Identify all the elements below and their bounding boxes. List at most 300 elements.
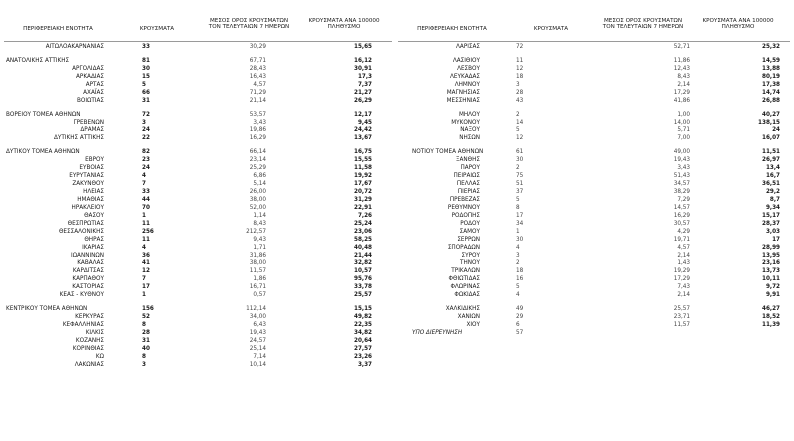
cases-cell: 49	[516, 306, 524, 313]
cases-cell: 4	[142, 173, 146, 180]
avg-cell: 38,29	[673, 189, 690, 195]
cases-cell: 4	[516, 292, 520, 299]
avg-cell: 2,14	[677, 292, 690, 299]
table-row	[4, 229, 392, 237]
avg-cell: 7,43	[677, 284, 690, 291]
per-cell: 20,64	[354, 337, 372, 344]
per-cell: 28,99	[762, 244, 780, 251]
per-cell: 25,57	[354, 292, 372, 299]
per-cell: 11,58	[354, 165, 372, 172]
region-cell: ΕΒΡΟΥ	[85, 157, 104, 164]
cases-cell: 2	[516, 260, 520, 267]
avg-cell: 31,86	[249, 252, 266, 259]
per-cell: 16,07	[762, 135, 780, 142]
region-cell: ΗΛΕΙΑΣ	[83, 189, 104, 195]
cases-cell: 29	[516, 314, 524, 321]
region-cell: ΑΝΑΤΟΛΙΚΗΣ ΑΤΤΙΚΗΣ	[6, 57, 70, 64]
region-cell: ΚΕΝΤΡΙΚΟΥ ΤΟΜΕΑ ΑΘΗΝΩΝ	[6, 306, 88, 313]
avg-cell: 3,43	[677, 165, 690, 172]
per-cell: 17,67	[354, 181, 372, 188]
per-cell: 40,48	[354, 244, 372, 251]
cases-cell: 82	[142, 149, 150, 156]
table-row	[4, 253, 392, 261]
table-row	[4, 98, 392, 106]
avg-cell: 24,57	[249, 337, 266, 344]
cases-cell: 11	[142, 236, 150, 243]
region-cell: ΡΟΔΟΠΗΣ	[451, 212, 480, 219]
table-row	[398, 292, 790, 300]
table-row	[4, 213, 392, 221]
per-cell: 14,74	[762, 89, 780, 96]
cases-cell: 30	[142, 65, 150, 72]
per-cell: 23,06	[354, 228, 372, 235]
cases-cell: 14	[516, 119, 524, 126]
per-cell: 17,3	[357, 73, 372, 80]
cases-cell: 15	[142, 73, 150, 80]
cases-cell: 3	[142, 361, 146, 368]
cases-cell: 37	[516, 189, 524, 195]
table-row	[398, 181, 790, 189]
cases-cell: 12	[516, 135, 524, 142]
region-cell: ΦΛΩΡΙΝΑΣ	[450, 284, 480, 291]
region-cell: ΜΥΚΟΝΟΥ	[451, 119, 480, 126]
table-row	[398, 253, 790, 261]
table-row	[4, 66, 392, 74]
avg-cell: 16,43	[249, 73, 266, 80]
per-cell: 13,95	[762, 252, 780, 259]
per-cell: 14,59	[762, 57, 780, 64]
avg-cell: 71,29	[249, 89, 266, 96]
per-cell: 36,51	[762, 181, 780, 188]
per-cell: 13,73	[762, 268, 780, 275]
region-cell: ΦΩΚΙΔΑΣ	[454, 292, 480, 299]
avg-cell: 2,14	[677, 252, 690, 259]
per-cell: 12,17	[354, 111, 372, 118]
per-cell: 18,52	[762, 314, 780, 321]
avg-cell: 3,43	[253, 119, 266, 126]
avg-cell: 53,57	[249, 111, 266, 118]
avg-cell: 30,57	[673, 220, 690, 227]
per-cell: 26,97	[762, 157, 780, 164]
avg-cell: 1,71	[253, 244, 266, 251]
avg-cell: 38,00	[249, 196, 266, 203]
region-cell: ΑΙΤΩΛΟΑΚΑΡΝΑΝΙΑΣ	[45, 44, 104, 50]
avg-cell: 112,14	[246, 306, 266, 313]
cases-cell: 41	[142, 260, 150, 267]
region-cell: ΠΙΕΡΙΑΣ	[457, 189, 480, 195]
table-row	[398, 245, 790, 253]
per-cell: 7,37	[357, 81, 372, 88]
per-cell: 16,75	[354, 149, 372, 156]
avg-cell: 66,14	[249, 149, 266, 156]
header-per: ΚΡΟΥΣΜΑΤΑ ΑΝΑ 100000 ΠΛΗΘΥΣΜΟ	[308, 18, 380, 31]
cases-cell: 17	[142, 284, 150, 291]
table-row	[4, 90, 392, 98]
per-cell: 22,35	[354, 322, 372, 328]
table-row	[398, 229, 790, 237]
per-cell: 25,24	[354, 220, 372, 227]
region-cell: ΚΑΡΔΙΤΣΑΣ	[72, 268, 104, 275]
avg-cell: 51,43	[673, 173, 690, 180]
region-cell: ΗΡΑΚΛΕΙΟΥ	[71, 204, 104, 211]
avg-cell: 11,57	[673, 322, 690, 328]
avg-cell: 14,57	[673, 204, 690, 211]
per-cell: 20,72	[354, 189, 372, 195]
region-cell: ΔΡΑΜΑΣ	[80, 127, 104, 134]
per-cell: 28,37	[762, 220, 780, 227]
per-cell: 9,72	[765, 284, 780, 291]
region-cell: ΤΡΙΚΑΛΩΝ	[451, 268, 480, 275]
region-cell: ΚΑΡΠΑΘΟΥ	[72, 276, 104, 283]
per-cell: 24	[772, 127, 780, 134]
cases-cell: 30	[516, 157, 524, 164]
region-cell: ΔΥΤΙΚΗΣ ΑΤΤΙΚΗΣ	[53, 135, 104, 142]
table-row	[4, 354, 392, 362]
region-cell: ΜΕΣΣΗΝΙΑΣ	[446, 97, 480, 104]
avg-cell: 34,00	[249, 314, 266, 321]
region-cell: ΦΘΙΩΤΙΔΑΣ	[448, 276, 480, 283]
table-row	[398, 221, 790, 229]
cases-cell: 2	[516, 111, 520, 118]
cases-cell: 7	[142, 276, 146, 283]
per-cell: 29,2	[765, 189, 780, 195]
region-cell: ΚΩ	[95, 353, 104, 360]
region-cell: ΧΑΛΚΙΔΙΚΗΣ	[445, 306, 480, 313]
table-row	[398, 74, 790, 82]
avg-cell: 4,29	[677, 228, 690, 235]
header-avg: ΜΕΣΟΣ ΟΡΟΣ ΚΡΟΥΣΜΑΤΩΝ ΤΟΝ ΤΕΛΕΥΤΑΙΩΝ 7 ΗΜΕΡΩΝ	[602, 18, 684, 31]
per-cell: 11,51	[762, 149, 780, 156]
right-rows	[398, 44, 790, 338]
region-cell: ΡΕΘΥΜΝΟΥ	[447, 204, 480, 211]
cases-cell: 5	[142, 81, 146, 88]
region-cell: ΚΕΑΣ - ΚΥΘΝΟΥ	[59, 292, 104, 299]
per-cell: 34,82	[354, 329, 372, 336]
table-row	[4, 284, 392, 292]
per-cell: 3,37	[357, 361, 372, 368]
avg-cell: 6,43	[253, 322, 266, 328]
region-cell: ΒΟΙΩΤΙΑΣ	[76, 97, 104, 104]
avg-cell: 7,00	[677, 135, 690, 142]
table-row	[4, 338, 392, 346]
table-row	[4, 120, 392, 128]
per-cell: 27,57	[354, 345, 372, 352]
table-row	[4, 314, 392, 322]
region-cell: ΘΕΣΣΑΛΟΝΙΚΗΣ	[58, 228, 104, 235]
region-cell: ΙΩΑΝΝΙΝΩΝ	[71, 252, 104, 259]
header-region: ΠΕΡΙΦΕΡΕΙΑΚΗ ΕΝΟΤΗΤΑ	[23, 26, 93, 32]
cases-cell: 30	[516, 236, 524, 243]
table-row	[398, 284, 790, 292]
per-cell: 15,65	[354, 44, 372, 50]
avg-cell: 17,29	[673, 276, 690, 283]
cases-cell: 22	[142, 135, 150, 142]
per-cell: 30,91	[354, 65, 372, 72]
header-region: ΠΕΡΙΦΕΡΕΙΑΚΗ ΕΝΟΤΗΤΑ	[417, 26, 487, 32]
cases-cell: 3	[516, 81, 520, 88]
table-row	[4, 58, 392, 66]
per-cell: 10,11	[762, 276, 780, 283]
cases-cell: 72	[516, 44, 524, 50]
avg-cell: 9,43	[253, 236, 266, 243]
left-rows	[4, 44, 392, 370]
region-cell: ΛΗΜΝΟΥ	[454, 81, 480, 88]
header-avg: ΜΕΣΟΣ ΟΡΟΣ ΚΡΟΥΣΜΑΤΩΝ ΤΟΝ ΤΕΛΕΥΤΑΙΩΝ 7 ΗΜΕΡΩΝ	[208, 18, 290, 31]
cases-cell: 18	[516, 268, 524, 275]
per-cell: 11,39	[762, 322, 780, 328]
per-cell: 21,27	[354, 89, 372, 96]
per-cell: 15,55	[354, 157, 372, 164]
per-cell: 3,03	[765, 228, 780, 235]
region-cell: ΚΙΛΚΙΣ	[85, 329, 104, 336]
cases-cell: 17	[516, 212, 524, 219]
table-row	[398, 213, 790, 221]
cases-cell: 72	[142, 111, 150, 118]
avg-cell: 212,57	[246, 228, 266, 235]
header-divider	[4, 41, 392, 42]
per-cell: 13,88	[762, 65, 780, 72]
table-row	[398, 135, 790, 143]
per-cell: 23,26	[354, 353, 372, 360]
region-cell: ΠΕΙΡΑΙΩΣ	[453, 173, 480, 180]
cases-cell: 11	[516, 57, 524, 64]
region-cell: ΛΑΡΙΣΑΣ	[456, 44, 480, 50]
avg-cell: 5,71	[677, 127, 690, 134]
table-row	[4, 362, 392, 370]
table-row	[398, 82, 790, 90]
region-cell: ΘΑΣΟΥ	[84, 212, 104, 219]
cases-cell: 16	[516, 276, 524, 283]
region-cell: ΑΡΚΑΔΙΑΣ	[76, 73, 104, 80]
avg-cell: 1,43	[677, 260, 690, 267]
per-cell: 26,88	[762, 97, 780, 104]
per-cell: 33,78	[354, 284, 372, 291]
cases-cell: 57	[516, 329, 524, 336]
avg-cell: 16,71	[249, 284, 266, 291]
region-cell: ΣΑΜΟΥ	[459, 228, 480, 235]
per-cell: 49,82	[354, 314, 372, 321]
table-row	[398, 322, 790, 330]
table-row	[398, 330, 790, 338]
table-row	[4, 260, 392, 268]
region-cell: ΥΠΟ ΔΙΕΡΕΥΝΗΣΗ	[412, 329, 463, 336]
per-cell: 24,42	[354, 127, 372, 134]
cases-cell: 44	[142, 196, 150, 203]
region-cell: ΞΑΝΘΗΣ	[455, 157, 480, 164]
avg-cell: 8,43	[253, 220, 266, 227]
cases-cell: 33	[142, 189, 150, 195]
region-cell: ΣΠΟΡΑΔΩΝ	[447, 244, 480, 251]
region-cell: ΜΑΓΝΗΣΙΑΣ	[446, 89, 480, 96]
table-row	[398, 205, 790, 213]
table-row	[398, 314, 790, 322]
avg-cell: 8,43	[677, 73, 690, 80]
cases-cell: 1	[142, 292, 146, 299]
table-row	[4, 237, 392, 245]
avg-cell: 52,00	[249, 204, 266, 211]
cases-cell: 4	[142, 244, 146, 251]
cases-cell: 7	[142, 181, 146, 188]
avg-cell: 11,86	[673, 57, 690, 64]
cases-cell: 34	[516, 220, 524, 227]
per-cell: 22,91	[354, 204, 372, 211]
per-cell: 9,34	[765, 204, 780, 211]
avg-cell: 30,29	[249, 44, 266, 50]
table-row	[398, 260, 790, 268]
table-row	[398, 165, 790, 173]
region-cell: ΣΥΡΟΥ	[461, 252, 480, 259]
avg-cell: 67,71	[249, 57, 266, 64]
per-cell: 19,92	[354, 173, 372, 180]
region-cell: ΒΟΡΕΙΟΥ ΤΟΜΕΑ ΑΘΗΝΩΝ	[6, 111, 81, 118]
avg-cell: 2,14	[677, 81, 690, 88]
cases-cell: 36	[142, 252, 150, 259]
region-cell: ΘΕΣΠΡΩΤΙΑΣ	[67, 220, 104, 227]
table-row	[4, 322, 392, 330]
cases-cell: 256	[142, 228, 154, 235]
region-cell: ΝΗΣΩΝ	[459, 135, 480, 142]
table-row	[398, 90, 790, 98]
table-row	[4, 292, 392, 300]
cases-cell: 1	[142, 212, 146, 219]
cases-cell: 8	[142, 353, 146, 360]
cases-cell: 52	[142, 314, 150, 321]
per-cell: 17,38	[762, 81, 780, 88]
per-cell: 58,25	[354, 236, 372, 243]
per-cell: 80,19	[762, 73, 780, 80]
cases-cell: 28	[142, 329, 150, 336]
cases-cell: 81	[142, 57, 150, 64]
table-row	[4, 165, 392, 173]
region-cell: ΜΗΛΟΥ	[458, 111, 480, 118]
avg-cell: 19,43	[249, 329, 266, 336]
table-row	[398, 98, 790, 106]
table-row	[4, 197, 392, 205]
table-row	[4, 44, 392, 52]
avg-cell: 16,29	[673, 212, 690, 219]
per-cell: 15,17	[762, 212, 780, 219]
avg-cell: 1,86	[253, 276, 266, 283]
avg-cell: 34,57	[673, 181, 690, 188]
region-cell: ΠΑΡΟΥ	[460, 165, 480, 172]
table-row	[4, 135, 392, 143]
per-cell: 40,27	[762, 111, 780, 118]
region-cell: ΝΑΞΟΥ	[460, 127, 480, 134]
cases-cell: 18	[516, 73, 524, 80]
avg-cell: 25,57	[673, 306, 690, 313]
region-cell: ΣΕΡΡΩΝ	[457, 236, 480, 243]
header-cases: ΚΡΟΥΣΜΑΤΑ	[139, 26, 175, 32]
avg-cell: 5,14	[253, 181, 266, 188]
cases-cell: 61	[516, 149, 524, 156]
avg-cell: 38,00	[249, 260, 266, 267]
cases-cell: 31	[142, 337, 150, 344]
cases-cell: 2	[516, 165, 520, 172]
region-cell: ΚΑΒΑΛΑΣ	[77, 260, 104, 267]
header-per: ΚΡΟΥΣΜΑΤΑ ΑΝΑ 100000 ΠΛΗΘΥΣΜΟ	[702, 18, 774, 31]
table-row	[398, 306, 790, 314]
table-row	[398, 197, 790, 205]
region-cell: ΙΚΑΡΙΑΣ	[82, 244, 104, 251]
avg-cell: 7,29	[677, 196, 690, 203]
table-row	[4, 346, 392, 354]
region-cell: ΑΡΓΟΛΙΔΑΣ	[72, 65, 104, 72]
avg-cell: 19,43	[673, 157, 690, 164]
region-cell: ΛΑΚΩΝΙΑΣ	[74, 361, 104, 368]
avg-cell: 21,14	[249, 97, 266, 104]
avg-cell: 14,00	[673, 119, 690, 126]
table-row	[4, 189, 392, 197]
per-cell: 26,29	[354, 97, 372, 104]
per-cell: 95,76	[354, 276, 372, 283]
cases-cell: 8	[142, 322, 146, 328]
region-cell: ΛΕΥΚΑΔΑΣ	[450, 73, 480, 80]
per-cell: 17	[772, 236, 780, 243]
region-cell: ΘΗΡΑΣ	[84, 236, 104, 243]
cases-cell: 5	[516, 127, 520, 134]
per-cell: 8,7	[769, 196, 780, 203]
region-cell: ΧΑΝΙΩΝ	[457, 314, 480, 321]
avg-cell: 7,14	[253, 353, 266, 360]
cases-cell: 51	[516, 181, 524, 188]
table-row	[398, 276, 790, 284]
per-cell: 15,15	[354, 306, 372, 313]
per-cell: 21,44	[354, 252, 372, 259]
per-cell: 10,57	[354, 268, 372, 275]
table-row	[398, 157, 790, 165]
table-row	[398, 173, 790, 181]
region-cell: ΑΧΑΪΑΣ	[83, 89, 104, 96]
cases-cell: 5	[516, 284, 520, 291]
cases-cell: 12	[142, 268, 150, 275]
cases-cell: 31	[142, 97, 150, 104]
avg-cell: 1,00	[677, 111, 690, 118]
per-cell: 9,45	[357, 119, 372, 126]
table-row	[398, 127, 790, 135]
cases-cell: 43	[516, 97, 524, 104]
avg-cell: 19,71	[673, 236, 690, 243]
per-cell: 32,82	[354, 260, 372, 267]
region-cell: ΚΕΦΑΛΛΗΝΙΑΣ	[62, 322, 104, 328]
per-cell: 25,32	[762, 44, 780, 50]
table-row	[4, 306, 392, 314]
table-row	[4, 112, 392, 120]
right-table-header	[398, 16, 790, 44]
cases-cell: 66	[142, 89, 150, 96]
cases-cell: 40	[142, 345, 150, 352]
region-cell: ΓΡΕΒΕΝΩΝ	[73, 119, 104, 126]
avg-cell: 26,00	[249, 189, 266, 195]
per-cell: 138,15	[758, 119, 780, 126]
region-cell: ΚΟΡΙΝΘΙΑΣ	[72, 345, 104, 352]
region-cell: ΡΟΔΟΥ	[460, 220, 480, 227]
table-row	[4, 181, 392, 189]
cases-cell: 8	[516, 204, 520, 211]
avg-cell: 52,71	[673, 44, 690, 50]
table-row	[4, 221, 392, 229]
cases-cell: 12	[516, 65, 524, 72]
table-row	[4, 245, 392, 253]
cases-cell: 5	[516, 196, 520, 203]
per-cell: 7,26	[357, 212, 372, 219]
avg-cell: 41,86	[673, 97, 690, 104]
avg-cell: 25,14	[249, 345, 266, 352]
per-cell: 13,4	[765, 165, 780, 172]
avg-cell: 17,29	[673, 89, 690, 96]
table-row	[4, 330, 392, 338]
table-row	[398, 237, 790, 245]
region-cell: ΚΑΣΤΟΡΙΑΣ	[72, 284, 104, 291]
